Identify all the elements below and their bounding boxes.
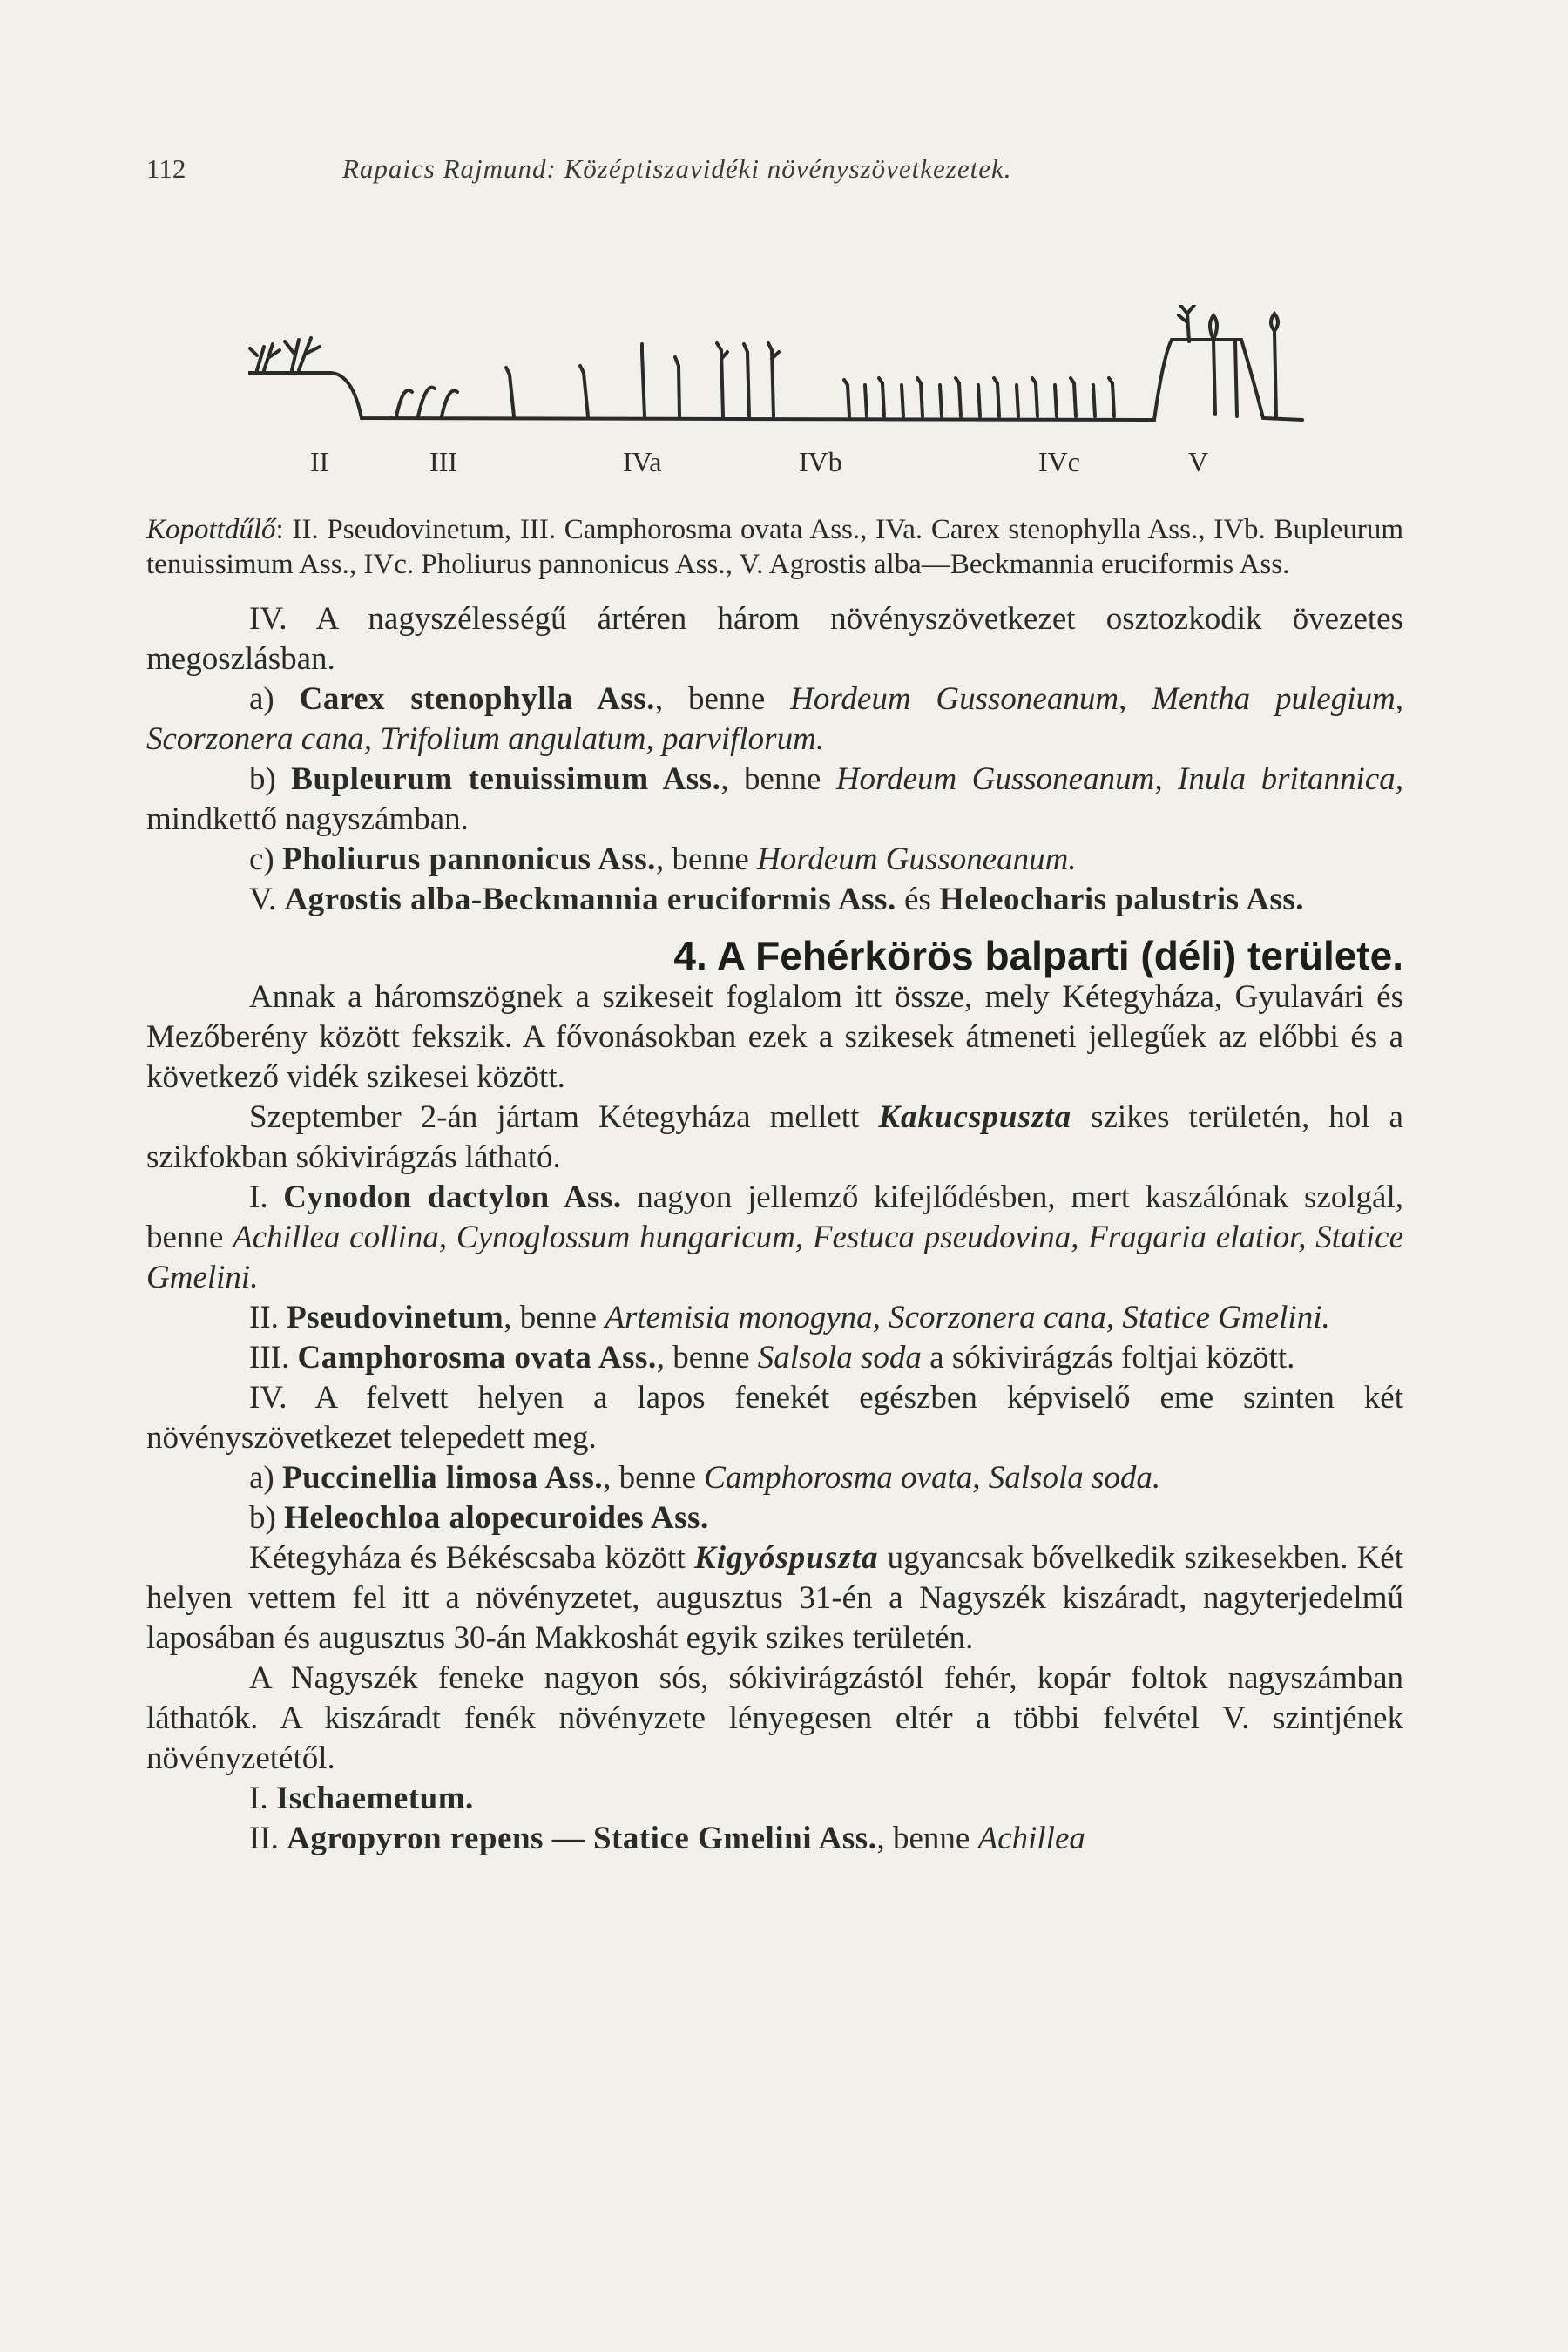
paragraph: a) Puccinellia limosa Ass., benne Camphorosma ovata, Salsola soda. [249,1460,1161,1496]
level-label: IVb [799,446,842,477]
place-name: Kigyóspuszta [694,1540,879,1576]
paragraph: b) Heleochloa alopecuroides Ass. [249,1500,709,1536]
level-label: IVc [1038,446,1080,477]
list-item-v: V. Agrostis alba-Beckmannia eruciformis Ass. és Heleocharis palustris Ass. [249,882,1305,917]
list-item-c: c) Pholiurus pannonicus Ass., benne Hordeum Gussoneanum. [249,841,1077,877]
vegetation-profile-diagram [248,305,1328,436]
section-heading: 4. A Fehérkörös balparti (déli) területe. [673,933,1403,978]
caption-place: Kopottdűlő [146,514,276,545]
paragraph: IV. A felvett helyen a lapos fenekét egészben képviselő eme szinten két növényszövetkezet telepedett meg. [146,1380,1403,1456]
place-name: Kakucspuszta [878,1099,1072,1135]
paragraph: A Nagyszék feneke nagyon sós, sókivirágzástól fehér, kopár foltok nagyszámban láthatók. A kiszáradt fenék növényzete lényegesen eltér a többi felvétel V. szintjének növényzetétől. [146,1660,1403,1776]
caption-text: : II. Pseudovinetum, III. Camphorosma ovata Ass., IVa. Carex stenophylla Ass., IVb. Bupleurum tenuissimum Ass., IVc. Pholiurus pannonicus Ass., V. Agrostis alba—Beckmannia eruciformis Ass. [146,514,1403,580]
paragraph: Szeptember 2-án jártam Kétegyháza mellett Kakucspuszta szikes területén, hol a szikfokban sókivirágzás látható. [146,1099,1403,1175]
level-label: II [310,446,329,477]
figure-caption [146,512,1403,582]
profile-level-labels [146,446,1401,481]
level-label: V [1188,446,1209,477]
paragraph: II. Pseudovinetum, benne Artemisia monogyna, Scorzonera cana, Statice Gmelini. [249,1300,1330,1335]
paragraph: II. Agropyron repens — Statice Gmelini Ass., benne Achillea [249,1821,1085,1856]
level-label: IVa [623,446,662,477]
paragraph: I. Ischaemetum. [249,1781,474,1816]
paragraph: Annak a háromszögnek a szikeseit foglalom itt össze, mely Kétegyháza, Gyulavári és Mezőberény között fekszik. A fővonásokban ezek a szikesek átmeneti jellegűek az előbbi és a következő vidék szikesei között. [146,979,1403,1095]
page-number: 112 [146,153,186,184]
list-item-b: b) Bupleurum tenuissimum Ass., benne Hordeum Gussoneanum, Inula britannica, mindkettő nagyszámban. [146,761,1403,837]
paragraph: Kétegyháza és Békéscsaba között Kigyóspuszta ugyancsak bővelkedik szikesekben. Két helyen vettem fel itt a növényzetet, augusztus 31-én a Nagyszék kiszáradt, nagyterjedelmű laposában és augusztus 30-án Makkoshát egyik szikes területén. [146,1540,1403,1656]
paragraph: I. Cynodon dactylon Ass. nagyon jellemző kifejlődésben, mert kaszálónak szolgál, benne Achillea collina, Cynoglossum hungaricum, Festuca pseudovina, Fragaria elatior, Statice Gmelini. [146,1179,1403,1295]
list-item-a: a) Carex stenophylla Ass., benne Hordeum Gussoneanum, Mentha pulegium, Scorzonera cana, Trifolium angulatum, parviflorum. [146,681,1403,757]
level-label: III [429,446,457,477]
running-title: Rapaics Rajmund: Középtiszavidéki növényszövetkezetek. [342,153,1012,184]
page-body [146,512,1403,1859]
paragraph-iv: IV. A nagyszélességű ártéren három növényszövetkezet osztozkodik övezetes megoszlásban. [146,601,1403,677]
paragraph: III. Camphorosma ovata Ass., benne Salsola soda a sókivirágzás foltjai között. [249,1340,1295,1375]
